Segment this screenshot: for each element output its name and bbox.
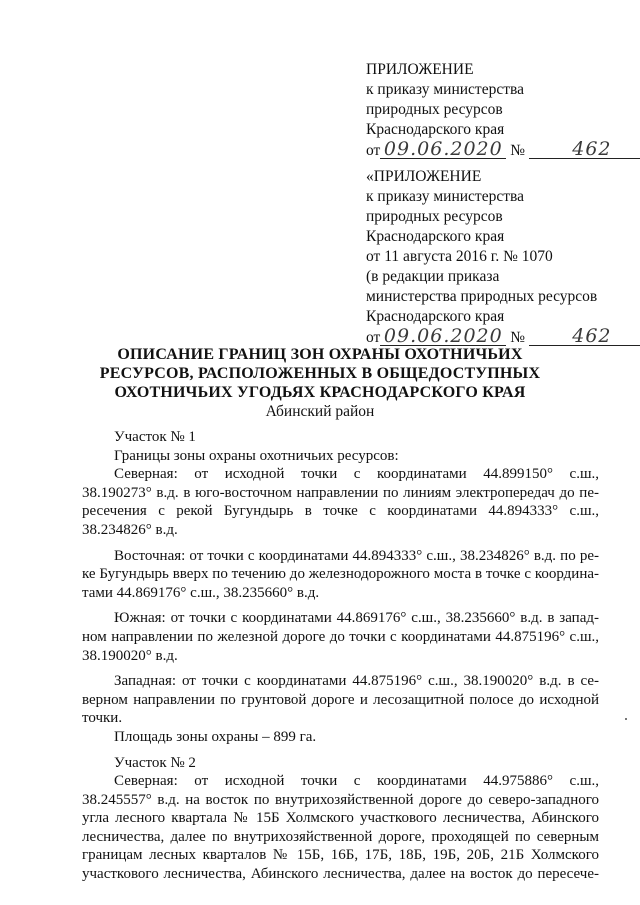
body-text: 38.234826° в.д.	[82, 521, 178, 538]
paragraph-gap	[82, 540, 599, 547]
stamp-line: природных ресурсов	[366, 208, 503, 225]
stamp-line: (в редакции приказа	[366, 268, 500, 285]
scan-speck	[625, 718, 627, 720]
body-text: тами 44.869176° с.ш., 38.235660° в.д.	[82, 584, 320, 601]
body-text: 38.190020° в.д.	[82, 647, 178, 664]
stamp-line: природных ресурсов	[366, 101, 503, 118]
stamp-line: Краснодарского края	[366, 228, 505, 245]
stamp-line: к приказу министерства	[366, 81, 524, 98]
paragraph-gap	[82, 665, 599, 672]
area-text: Площадь зоны охраны – 899 га.	[114, 728, 317, 745]
handwritten-number: 462	[529, 140, 640, 159]
number-sign: №	[510, 329, 525, 346]
date-prefix: от	[366, 142, 381, 159]
date-prefix: от	[366, 329, 381, 346]
title-line: ОПИСАНИЕ ГРАНИЦ ЗОН ОХРАНЫ ОХОТНИЧЬИХ	[117, 346, 523, 363]
body-text: Восточная: от точки с координатами 44.894333° с.ш., 38.234826° в.д. по ре-	[114, 547, 599, 564]
title-line: ОХОТНИЧЬИХ УГОДЬЯХ КРАСНОДАРСКОГО КРАЯ	[114, 384, 526, 401]
handwritten-date: 09.06.2020	[380, 327, 506, 346]
body-text: Границы зоны охраны охотничьих ресурсов:	[114, 447, 399, 464]
body-text: 38.190273° в.д. в юго-восточном направлении по линиям электропередач до пе-	[82, 484, 599, 501]
title-line: РЕСУРСОВ, РАСПОЛОЖЕННЫХ В ОБЩЕДОСТУПНЫХ	[99, 365, 541, 382]
edition-stamp	[366, 167, 640, 348]
district-heading: Абинский район	[265, 403, 375, 420]
body-text: 38.245557° в.д. на восток по внутрихозяйственной дороге до северо-западного	[82, 791, 599, 808]
document-title	[90, 345, 550, 402]
body-text: точки.	[82, 710, 123, 727]
body-text: верном направлении по грунтовой дороге и лесозащитной полосе до исходной	[82, 691, 599, 708]
paragraph-gap	[82, 602, 599, 609]
body-text: Западная: от точки с координатами 44.875196° с.ш., 38.190020° в.д. в се-	[114, 673, 599, 690]
body-text: участкового лесничества, Абинского лесничества, далее на восток до пересече-	[82, 866, 599, 883]
body-text: ке Бугундырь вверх по течению до железнодорожного моста в точке с координа-	[82, 566, 599, 583]
number-sign: №	[510, 142, 525, 159]
body-text: Северная: от исходной точки с координатами 44.975886° с.ш.,	[114, 773, 599, 790]
handwritten-number: 462	[529, 327, 640, 346]
body-text: Южная: от точки с координатами 44.869176° с.ш., 38.235660° в.д. в запад-	[114, 610, 599, 627]
body-text: угла лесного квартала № 15Б Холмского участкового лесничества, Абинского	[82, 810, 599, 827]
stamp-line: к приказу министерства	[366, 188, 524, 205]
stamp-date-line	[366, 140, 640, 161]
handwritten-date: 09.06.2020	[380, 140, 506, 159]
paragraph-gap	[82, 747, 599, 754]
body-text: ном направлении по железной дороге до точки с координатами 44.875196° с.ш.,	[82, 628, 599, 645]
stamp-line: Краснодарского края	[366, 121, 505, 138]
body-text: лесничества, далее по внутрихозяйственной дороге, проходящей по северным	[82, 828, 599, 845]
stamp-line: министерства природных ресурсов	[366, 288, 598, 305]
body-text: Северная: от исходной точки с координатами 44.899150° с.ш.,	[114, 466, 599, 483]
section-heading: Участок № 1	[114, 429, 196, 445]
appendix-stamp	[366, 60, 640, 161]
document-body	[82, 428, 599, 884]
stamp-line: Краснодарского края	[366, 308, 505, 325]
section-heading: Участок № 2	[114, 754, 196, 771]
body-text: ресечения с рекой Бугундырь в точке с координатами 44.894333° с.ш.,	[82, 503, 599, 520]
stamp-line: «ПРИЛОЖЕНИЕ	[366, 168, 482, 185]
stamp-line: ПРИЛОЖЕНИЕ	[366, 61, 474, 78]
stamp-line: от 11 августа 2016 г. № 1070	[366, 248, 553, 265]
body-text: границам лесных кварталов № 15Б, 16Б, 17Б, 18Б, 19Б, 20Б, 21Б Холмского	[82, 847, 599, 864]
